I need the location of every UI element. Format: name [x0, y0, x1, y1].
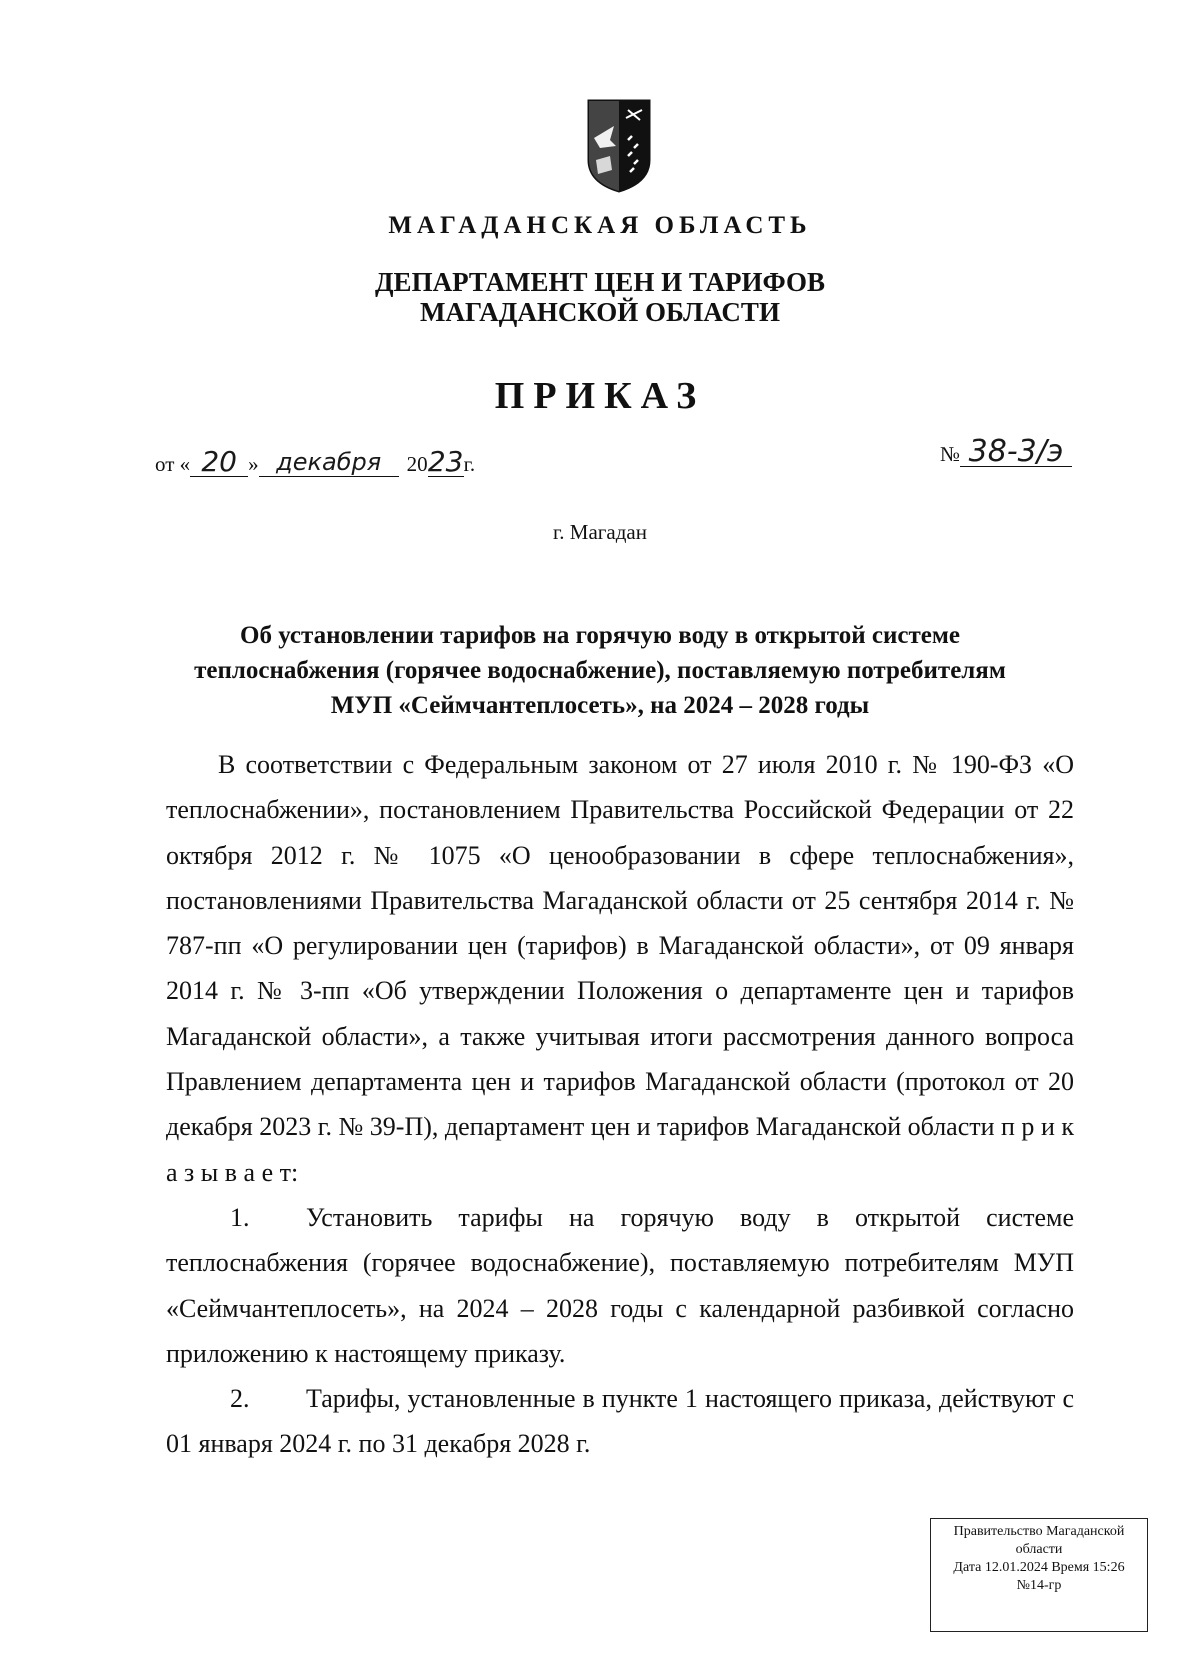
- order-item-2: [166, 1376, 1074, 1467]
- date-suffix: г.: [463, 452, 476, 476]
- order-date: [155, 445, 476, 478]
- order-item-text: Тарифы, установленные в пункте 1 настоящего приказа, действуют с 01 января 2024 г. по 31 декабря 2028 г.: [166, 1384, 1074, 1459]
- document-title: [150, 618, 1050, 723]
- preamble-paragraph: В соответствии с Федеральным законом от 27 июля 2010 г. № 190-ФЗ «О теплоснабжении», постановлением Правительства Российской Федерации от 22 октября 2012 г. № 1075 «О ценообразовании в сфере теплоснабжения», постановлениями Правительства Магаданской области от 25 сентября 2014 г. № 787-пп «О регулировании цен (тарифов) в Магаданской области», от 09 января 2014 г. № 3-пп «Об утверждении Положения о департаменте цен и тарифов Магаданской области», а также учитывая итоги рассмотрения данного вопроса Правлением департамента цен и тарифов Магаданской области (протокол от 20 декабря 2023 г. № 39-П), департамент цен и тарифов Магаданской области п р и к а з ы в а е т:: [166, 750, 1074, 1187]
- order-number-label: №: [939, 442, 960, 466]
- stamp-line: области: [1015, 1542, 1063, 1557]
- stamp-line: Правительство Магаданской: [953, 1524, 1125, 1539]
- city-line: г. Магадан: [553, 520, 647, 544]
- date-year-handwritten: 23: [427, 445, 464, 478]
- document-title-line: МУП «Сеймчантеплосеть», на 2024 – 2028 годы: [330, 692, 870, 719]
- coat-of-arms-emblem: [586, 98, 652, 194]
- document-title-line: Об установлении тарифов на горячую воду в открытой системе: [240, 622, 960, 649]
- order-number: [939, 434, 1072, 469]
- document-title-line: теплоснабжения (горячее водоснабжение), поставляемую потребителям: [194, 657, 1006, 684]
- order-item-text: Установить тарифы на горячую воду в открытой системе теплоснабжения (горячее водоснабжение), поставляемую потребителям МУП «Сеймчантеплосеть», на 2024 – 2028 годы с календарной разбивкой согласно приложению к настоящему приказу.: [166, 1202, 1074, 1368]
- order-item-number: 1.: [230, 1202, 250, 1232]
- order-item-number: 2.: [230, 1384, 250, 1414]
- stamp-line: Дата 12.01.2024 Время 15:26: [953, 1560, 1125, 1575]
- date-prefix: от «: [155, 452, 191, 476]
- date-day-handwritten: 20: [190, 448, 248, 477]
- registration-stamp: [930, 1518, 1148, 1632]
- document-type-heading: ПРИКАЗ: [494, 375, 706, 417]
- date-year-prefix: 20: [406, 452, 428, 476]
- order-number-handwritten: 38-3/э: [960, 438, 1072, 467]
- date-month-handwritten: декабря: [259, 448, 399, 477]
- region-heading: МАГАДАНСКАЯ ОБЛАСТЬ: [388, 212, 812, 239]
- order-item-1: [166, 1195, 1074, 1376]
- date-separator: »: [248, 452, 259, 476]
- stamp-line: №14-гр: [1016, 1578, 1062, 1593]
- document-body: [166, 742, 1074, 1467]
- department-heading-line1: ДЕПАРТАМЕНТ ЦЕН И ТАРИФОВ: [374, 267, 826, 297]
- department-heading-line2: МАГАДАНСКОЙ ОБЛАСТИ: [420, 297, 780, 327]
